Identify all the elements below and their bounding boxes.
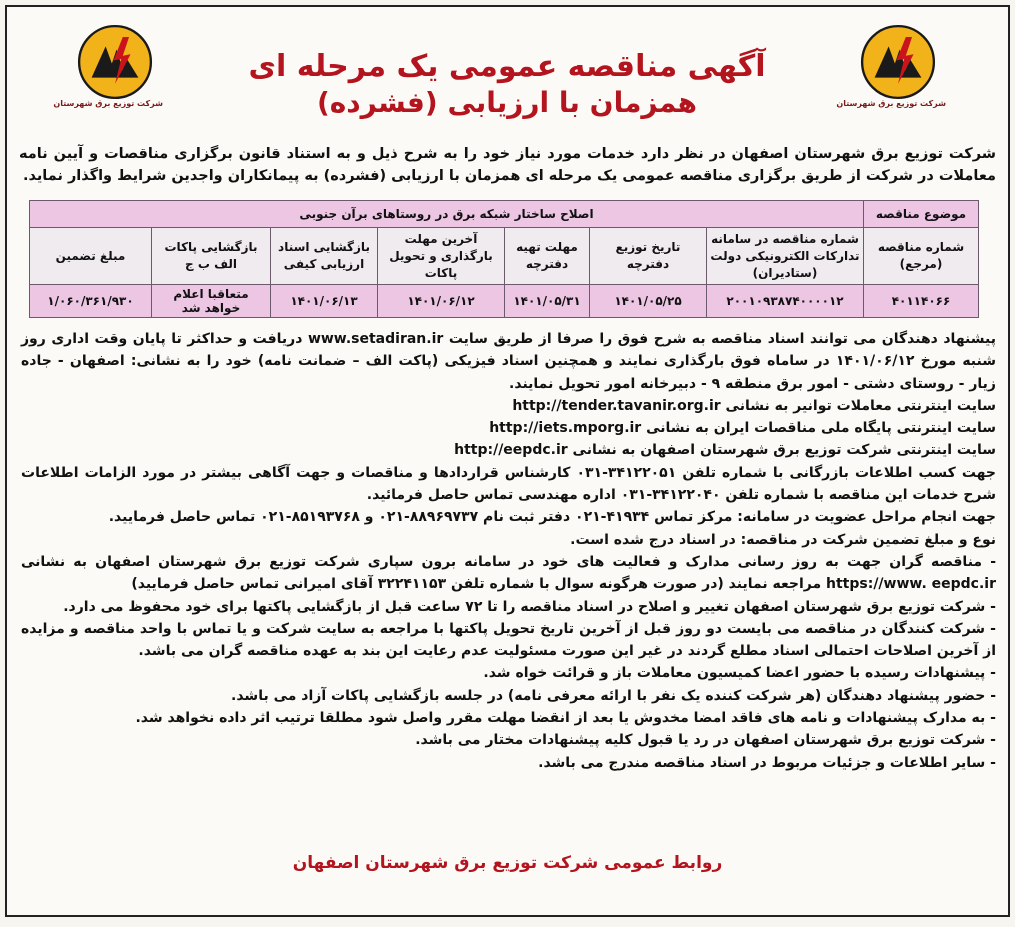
notice-body — [21, 328, 996, 774]
subject-row — [30, 201, 979, 228]
body-paragraph: - مناقصه گران جهت به روز رسانی مدارک و فعالیت های خود در سامانه برون سپاری شرکت توزیع برق شهرستان اصفهان به نشانی https://www. eepdc.ir مراجعه نمایند (در صورت هرگونه سوال با شماره تلفن ۳۲۲۴۱۱۵۳ آقای امیرانی تماس حاصل فرمایید) — [21, 553, 996, 593]
title-line-2: همزمان با ارزیابی (فشرده) — [316, 86, 698, 119]
table-header-cell: مبلغ تضمین — [30, 228, 152, 285]
table-cell: ۱۴۰۱/۰۶/۱۳ — [271, 285, 378, 318]
body-paragraph: سایت اینترنتی شرکت توزیع برق شهرستان اصفهان به نشانی http://eepdc.ir — [454, 442, 996, 459]
table-header-cell: مهلت تهیه دفترچه — [505, 228, 590, 285]
table-cell: ۱۴۰۱/۰۵/۲۵ — [590, 285, 707, 318]
title-line-1: آگهی مناقصه عمومی یک مرحله ای — [248, 49, 766, 84]
body-paragraph: جهت کسب اطلاعات بازرگانی با شماره تلفن ۳۴۱۲۲۰۵۱-۰۳۱ کارشناس قراردادها و مناقصات و جهت آگاهی بیشتر در مورد الزامات اطلاعات شرح خدمات این مناقصه با شماره تلفن ۳۴۱۲۲۰۴۰-۰۳۱ اداره مهندسی تماس حاصل فرمائید. — [21, 464, 996, 504]
company-logo-right — [836, 23, 946, 119]
body-paragraph: - به مدارک پیشنهادات و نامه های فاقد امضا مخدوش یا بعد از انقضا مهلت مقرر واصل شود مطلقا ترتیب اثر داده نخواهد شد. — [135, 710, 996, 727]
body-paragraph: سایت اینترنتی پایگاه ملی مناقصات ایران به نشانی http://iets.mporg.ir — [489, 420, 996, 437]
logo-caption: شرکت توزیع برق شهرستان — [836, 99, 946, 108]
table-header-cell: تاریخ توزیع دفترچه — [590, 228, 707, 285]
subject-value: اصلاح ساختار شبکه برق در روستاهای برآن جنوبی — [30, 201, 864, 228]
company-logo-left — [53, 23, 163, 119]
table-cell: ۲۰۰۱۰۹۳۸۷۴۰۰۰۰۱۲ — [707, 285, 864, 318]
power-company-emblem-icon — [859, 23, 937, 101]
body-paragraph: جهت انجام مراحل عضویت در سامانه: مرکز تماس ۴۱۹۳۴-۰۲۱ دفتر ثبت نام ۸۸۹۶۹۷۳۷-۰۲۱ و ۸۵۱۹۳۷۶۸-۰۲۱ تماس حاصل فرمایید. — [108, 509, 996, 526]
body-paragraph: - شرکت کنندگان در مناقصه می بایست دو روز قبل از آخرین تاریخ تحویل پاکتها با مراجعه به سایت شرکت و یا تماس با واحد مناقصه و مزایده از آخرین اصلاحات احتمالی اسناد مطلع گردند در غیر این صورت مسئولیت عدم رعایت این بند به عهده مناقصه گران می باشد. — [21, 620, 996, 660]
body-paragraph: - شرکت توزیع برق شهرستان اصفهان در رد یا قبول کلیه پیشنهادات مختار می باشد. — [415, 732, 996, 749]
public-relations-signature: روابط عمومی شرکت توزیع برق شهرستان اصفهان — [292, 853, 723, 873]
notice-title — [207, 49, 807, 121]
body-paragraph: سایت اینترنتی معاملات توانیر به نشانی http://tender.tavanir.org.ir — [512, 397, 996, 414]
body-paragraph: - پیشنهادات رسیده با حضور اعضا کمیسیون معاملات باز و قرائت خواه شد. — [483, 665, 996, 682]
table-cell: ۱/۰۶۰/۳۶۱/۹۳۰ — [30, 285, 152, 318]
table-header-cell: شماره مناقصه در سامانه تدارکات الکترونیکی دولت (ستادیران) — [707, 228, 864, 285]
body-paragraph: - شرکت توزیع برق شهرستان اصفهان تغییر و اصلاح در اسناد مناقصه را تا ۷۲ ساعت قبل از بازگشایی پاکتها برای خود محفوظ می دارد. — [63, 598, 996, 615]
body-paragraph: - سایر اطلاعات و جزئیات مربوط در اسناد مناقصه مندرج می باشد. — [538, 754, 996, 771]
body-paragraph: - حضور پیشنهاد دهندگان (هر شرکت کننده یک نفر با ارائه معرفی نامه) در جلسه بازگشایی پاکات آزاد می باشد. — [231, 687, 996, 704]
table-row — [30, 285, 979, 318]
subject-label: موضوع مناقصه — [864, 201, 979, 228]
table-cell: ۱۴۰۱/۰۵/۳۱ — [505, 285, 590, 318]
tender-notice — [5, 5, 1010, 917]
table-cell: ۱۴۰۱/۰۶/۱۲ — [378, 285, 505, 318]
logo-caption: شرکت توزیع برق شهرستان — [53, 99, 163, 108]
table-cell: متعاقبا اعلام خواهد شد — [152, 285, 271, 318]
table-cell: ۴۰۱۱۴۰۶۶ — [864, 285, 979, 318]
tender-table — [29, 200, 979, 318]
body-paragraph: نوع و مبلغ تضمین شرکت در مناقصه: در اسناد درج شده است. — [570, 531, 996, 548]
body-paragraph: پیشنهاد دهندگان می توانند اسناد مناقصه به شرح فوق را صرفا از طریق سایت www.setadiran.ir دریافت و حداکثر تا پایان وقت اداری روز شنبه مورخ ۱۴۰۱/۰۶/۱۲ در ساماه فوق بارگذاری نمایند و همچنین اسناد فیزیکی (پاکت الف – ضمانت نامه) خود را به نشانی: اصفهان - جاده زیار - روستای دشتی - امور برق منطقه ۹ - دبیرخانه امور تحویل نمایند. — [21, 331, 997, 392]
table-header-cell: شماره مناقصه (مرجع) — [864, 228, 979, 285]
intro-paragraph: شرکت توزیع برق شهرستان اصفهان در نظر دارد خدمات مورد نیاز خود را به شرح ذیل و به استناد قانون برگزاری مناقصات و آیین نامه معاملات در شرکت از طریق برگزاری مناقصه عمومی یک مرحله ای همزمان با ارزیابی (فشرده) به پیمانکاران واجدین شرایط واگذار نماید. — [19, 146, 996, 184]
table-header-cell: آخرین مهلت بارگذاری و تحویل پاکات — [378, 228, 505, 285]
table-header-cell: بازگشایی پاکات الف ب ج — [152, 228, 271, 285]
power-company-emblem-icon — [76, 23, 154, 101]
table-header-cell: بازگشایی اسناد ارزیابی کیفی — [271, 228, 378, 285]
table-header-row — [30, 228, 979, 285]
